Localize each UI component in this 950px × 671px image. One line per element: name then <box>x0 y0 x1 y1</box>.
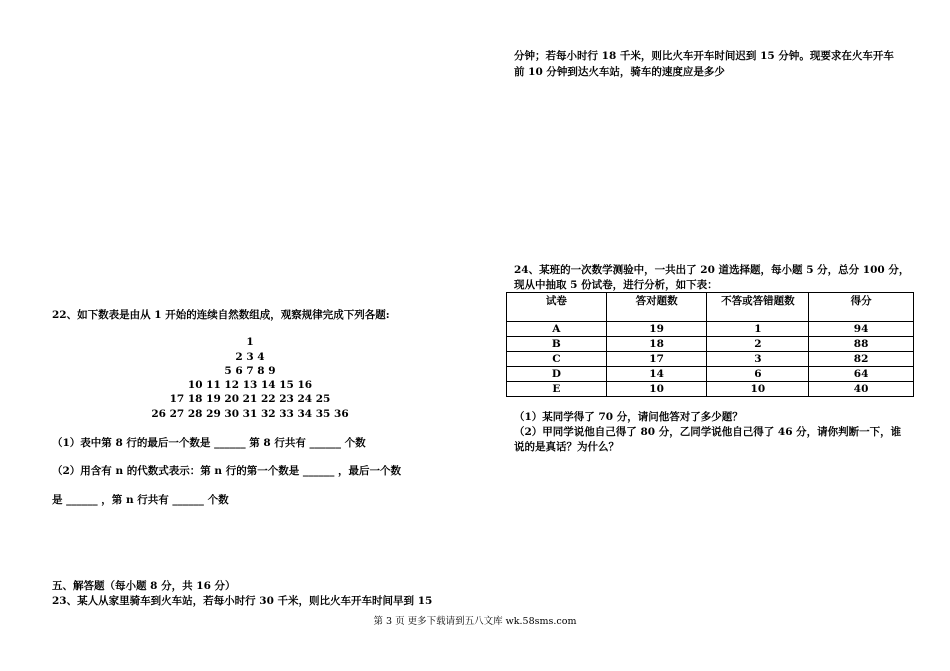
cell-correct: 17 <box>606 352 707 367</box>
q24-part-1: （1）某同学得了 70 分，请问他答对了多少题？ <box>514 411 743 423</box>
cell-correct: 19 <box>606 322 707 337</box>
q24-part-2-line-1: （2）甲同学说他自己得了 80 分，乙同学说他自己得了 46 分，请你判断一下，谁 <box>514 426 902 438</box>
cell-paper: B <box>507 337 607 352</box>
q24-line-2: 现从中抽取 5 份试卷，进行分析，如下表： <box>514 279 718 291</box>
cell-paper: C <box>507 352 607 367</box>
q24-line-1: 24、某班的一次数学测验中，一共出了 20 道选择题，每小题 5 分，总分 100 分， <box>514 264 910 276</box>
score-table-header-row <box>507 293 914 322</box>
pyramid-row-6: 26 27 28 29 30 31 32 33 34 35 36 <box>151 408 349 420</box>
pyramid-row-4: 10 11 12 13 14 15 16 <box>187 379 313 391</box>
q24-part-2-line-2: 说的是真话？为什么？ <box>514 441 619 453</box>
cell-wrong: 3 <box>707 352 809 367</box>
table-row <box>507 352 914 367</box>
table-row <box>507 322 914 337</box>
cell-correct: 18 <box>606 337 707 352</box>
cell-score: 88 <box>809 337 914 352</box>
cell-wrong: 2 <box>707 337 809 352</box>
score-table <box>506 292 914 397</box>
q22-part-1: （1）表中第 8 行的最后一个数是 ______ 第 8 行共有 ______ 个数 <box>52 437 366 449</box>
cell-paper: E <box>507 382 607 397</box>
cell-score: 82 <box>809 352 914 367</box>
page-footer: 第 3 页 更多下载请到五八文库 wk.58sms.com <box>373 616 577 627</box>
cell-correct: 10 <box>606 382 707 397</box>
pyramid-row-5: 17 18 19 20 21 22 23 24 25 <box>169 393 331 405</box>
q22-title: 22、如下数表是由从 1 开始的连续自然数组成，观察规律完成下列各题: <box>52 309 390 321</box>
table-row <box>507 367 914 382</box>
q23-continued-line-1: 分钟；若每小时行 18 千米，则比火车开车时间迟到 15 分钟。现要求在火车开车 <box>514 50 894 62</box>
pyramid-row-3: 5 6 7 8 9 <box>224 365 276 377</box>
q23-start: 23、某人从家里骑车到火车站，若每小时行 30 千米，则比火车开车时间早到 15 <box>52 595 433 607</box>
q23-continued-line-2: 前 10 分钟到达火车站，骑车的速度应是多少 <box>514 66 725 78</box>
cell-score: 40 <box>809 382 914 397</box>
section-5-heading: 五、解答题（每小题 8 分，共 16 分） <box>52 580 236 592</box>
cell-wrong: 1 <box>707 322 809 337</box>
cell-paper: A <box>507 322 607 337</box>
table-row <box>507 382 914 397</box>
cell-paper: D <box>507 367 607 382</box>
header-score: 得分 <box>809 293 914 322</box>
cell-wrong: 10 <box>707 382 809 397</box>
cell-score: 94 <box>809 322 914 337</box>
table-row <box>507 337 914 352</box>
pyramid-row-2: 2 3 4 <box>235 351 265 363</box>
header-paper: 试卷 <box>507 293 607 322</box>
cell-wrong: 6 <box>707 367 809 382</box>
cell-correct: 14 <box>606 367 707 382</box>
q22-part-2-line-2: 是 ______ ，第 n 行共有 ______ 个数 <box>52 494 229 506</box>
header-correct: 答对题数 <box>606 293 707 322</box>
q22-part-2-line-1: （2）用含有 n 的代数式表示：第 n 行的第一个数是 ______ ，最后一个数 <box>52 465 402 477</box>
pyramid-row-1: 1 <box>246 336 254 348</box>
header-wrong: 不答或答错题数 <box>707 293 809 322</box>
cell-score: 64 <box>809 367 914 382</box>
